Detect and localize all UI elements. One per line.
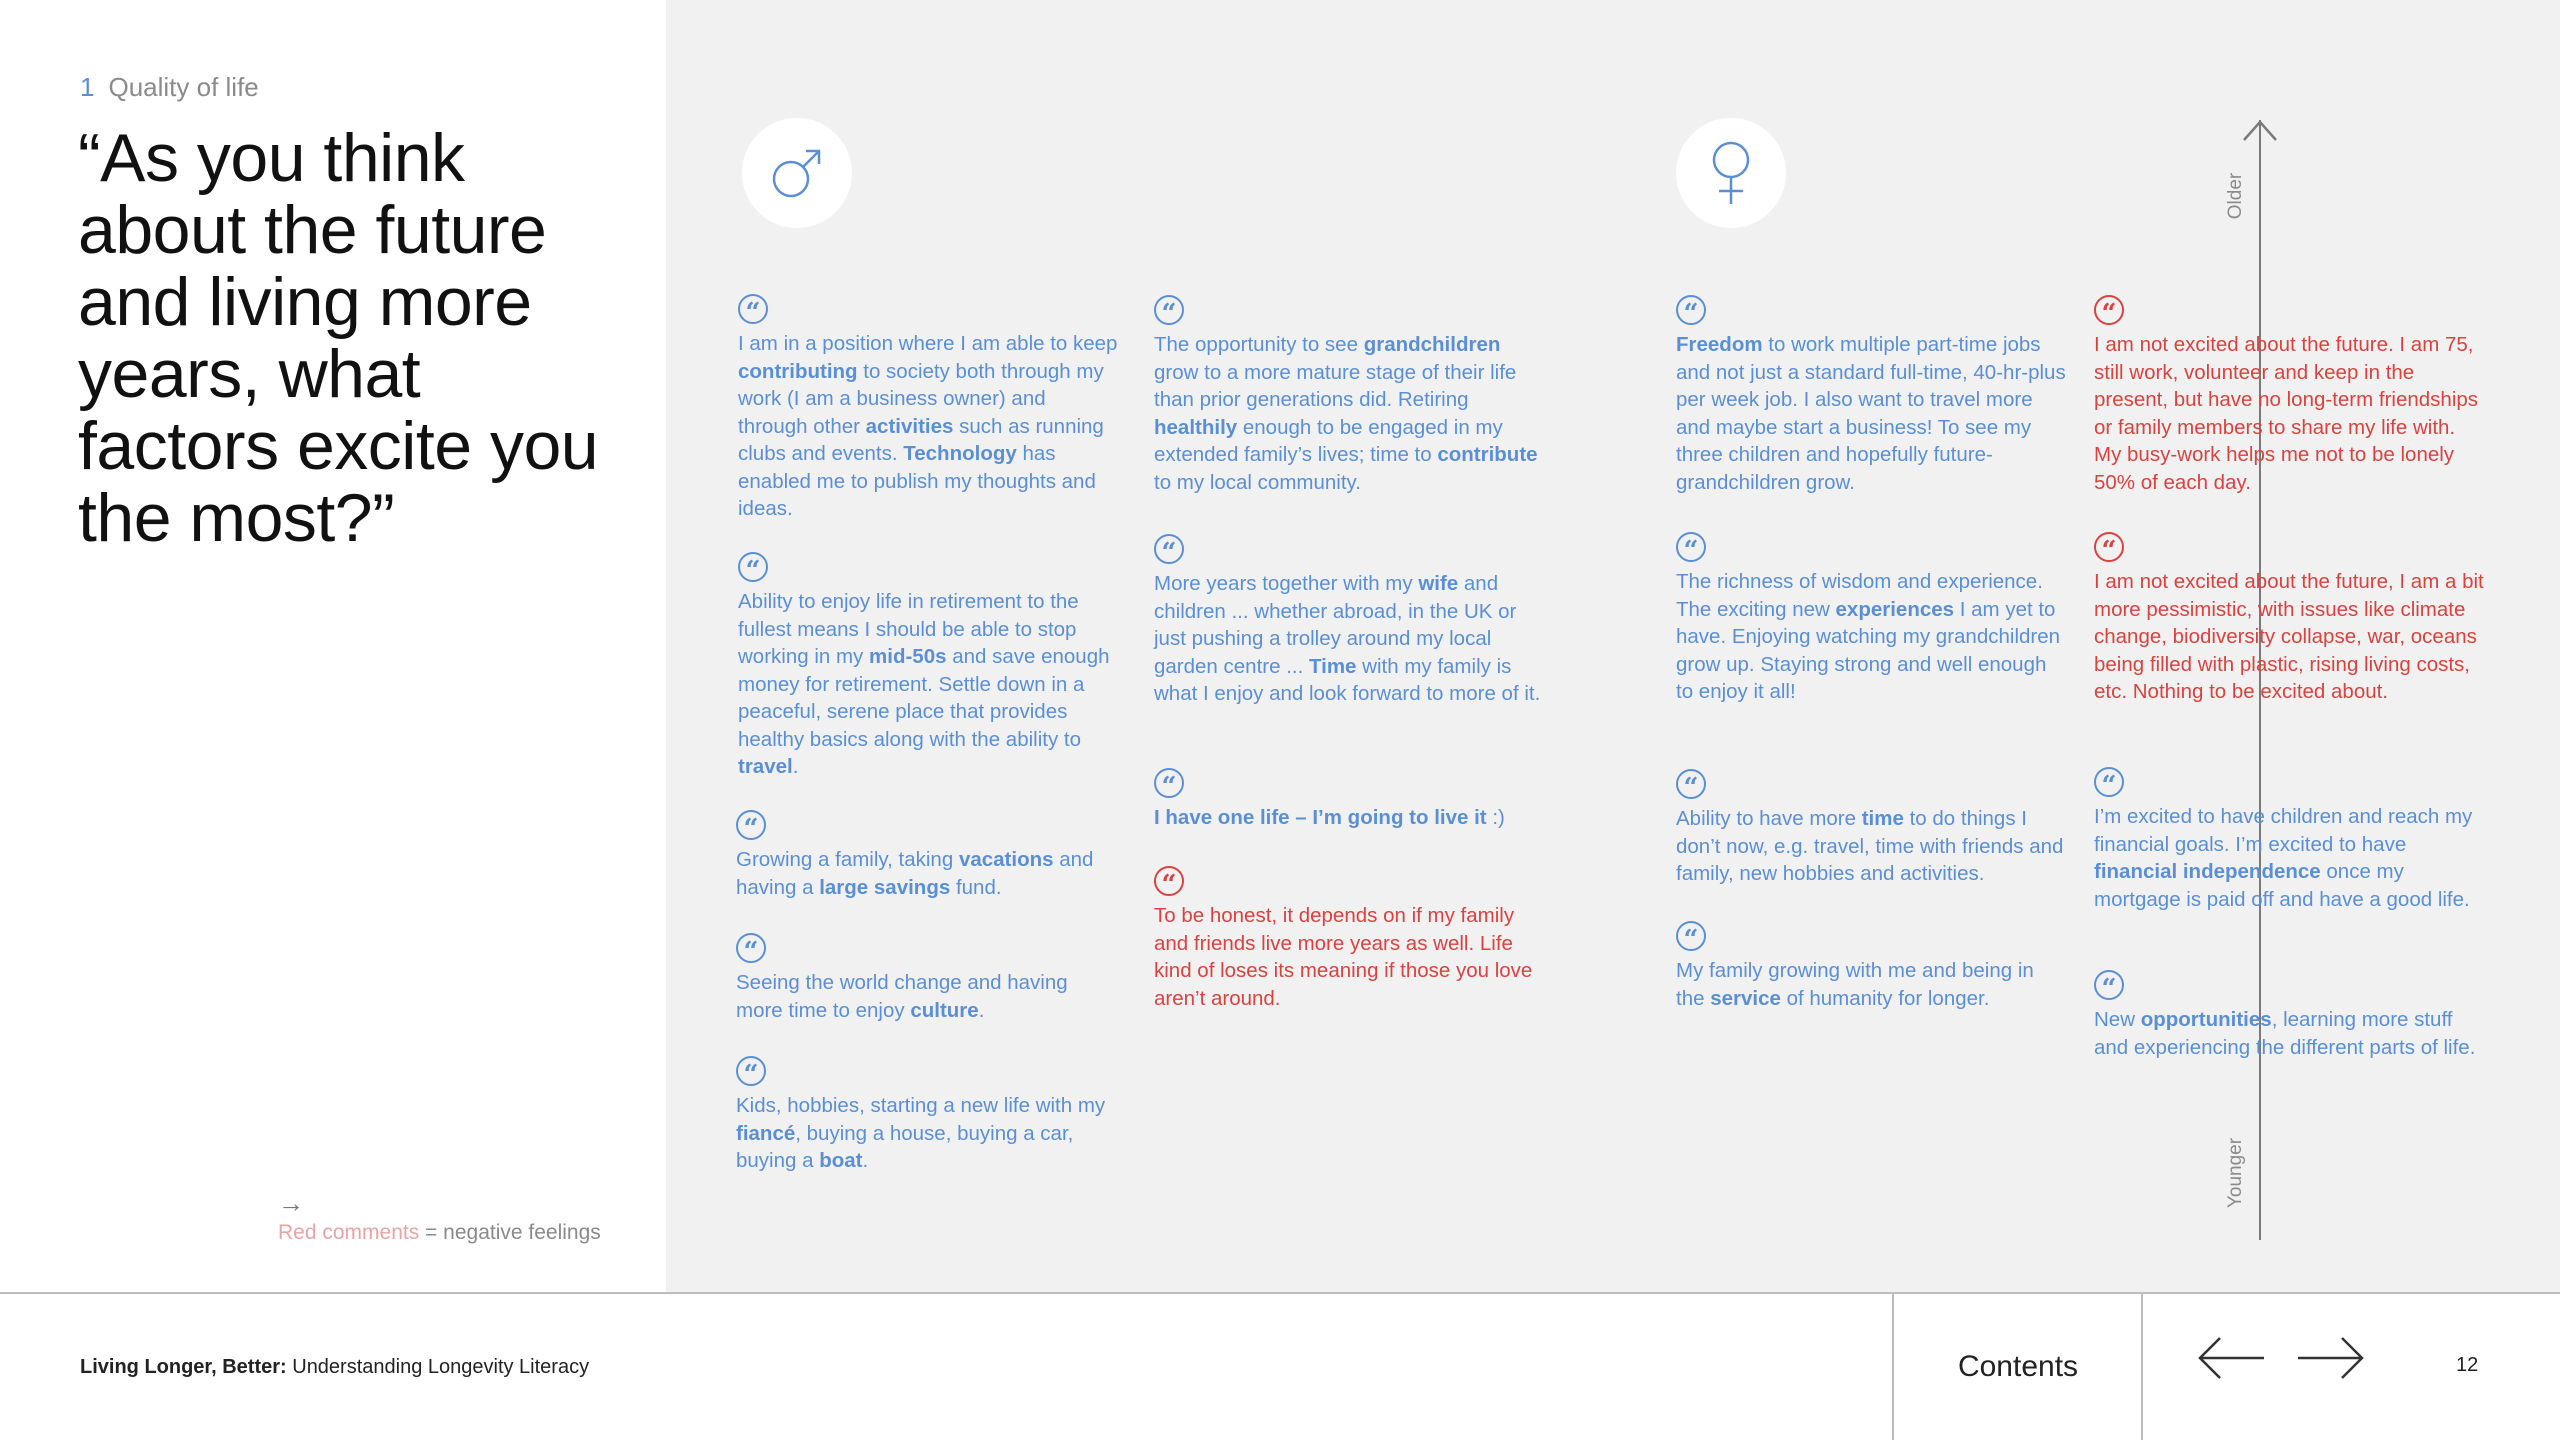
quote-icon: “ xyxy=(2094,970,2124,1000)
quote-text: The richness of wisdom and experience. The exciting new experiences I am yet to have. Enjoying watching my grandchildren grow up. Staying strong and well enough to enjoy it all! xyxy=(1676,570,2061,703)
quote-item xyxy=(1154,768,1544,832)
axis-label-older: Older xyxy=(2225,172,2246,220)
quote-icon: “ xyxy=(738,552,768,582)
female-icon xyxy=(1676,118,1786,228)
quote-icon: “ xyxy=(1676,769,1706,799)
quote-item xyxy=(1154,866,1544,1012)
quote-text: More years together with my wife and children ... whether abroad, in the UK or just pushing a trolley around my local garden centre ... Time with my family is what I enjoy and look forward to more of it. xyxy=(1154,572,1541,705)
male-icon xyxy=(742,118,852,228)
arrow-right-icon: → xyxy=(278,1188,304,1218)
previous-page-arrow-icon[interactable] xyxy=(2196,1334,2266,1382)
quote-text: Ability to enjoy life in retirement to the fullest means I should be able to stop working in my mid-50s and save enough money for retirement. Settle down in a peaceful, serene place that provides healthy basics along with the ability to travel. xyxy=(738,590,1110,778)
quote-text: I am not excited about the future. I am 75, still work, volunteer and keep in the present, but have no long-term friendships or family members to share my life with. My busy-work helps me not to be lonely 50% of each day. xyxy=(2094,333,2479,494)
page-headline: “As you think about the future and living more years, what factors excite you the most?” xyxy=(78,120,599,556)
quote-item xyxy=(738,552,1118,781)
quote-icon: “ xyxy=(2094,295,2124,325)
quote-item xyxy=(2094,295,2484,496)
page-number: 12 xyxy=(2456,1354,2479,1376)
quote-icon: “ xyxy=(2094,532,2124,562)
quote-text: Growing a family, taking vacations and having a large savings fund. xyxy=(736,848,1094,899)
quote-item xyxy=(1154,534,1544,708)
contents-link[interactable]: Contents xyxy=(1957,1350,2079,1383)
quote-icon: “ xyxy=(1676,921,1706,951)
quote-item xyxy=(1676,769,2066,888)
quote-text: Ability to have more time to do things I don’t now, e.g. travel, time with friends and family, new hobbies and activities. xyxy=(1676,807,2064,885)
quote-item xyxy=(1676,532,2066,706)
legend xyxy=(278,1188,601,1245)
document-title-bold: Living Longer, Better: xyxy=(80,1356,287,1378)
quote-item xyxy=(736,810,1116,901)
quote-icon: “ xyxy=(2094,767,2124,797)
quote-icon: “ xyxy=(1676,295,1706,325)
quote-item xyxy=(1676,921,2066,1012)
next-page-arrow-icon[interactable] xyxy=(2296,1334,2366,1382)
quote-text: I am not excited about the future, I am a bit more pessimistic, with issues like climate change, biodiversity collapse, war, oceans being filled with plastic, rising living costs, etc. Nothing to be excited about. xyxy=(2094,570,2484,703)
section-label xyxy=(80,72,259,103)
document-title-rest: Understanding Longevity Literacy xyxy=(286,1356,590,1378)
quote-text: Kids, hobbies, starting a new life with my fiancé, buying a house, buying a car, buying a boat. xyxy=(736,1094,1106,1172)
quote-item xyxy=(736,933,1116,1024)
quote-icon: “ xyxy=(738,294,768,324)
quote-icon: “ xyxy=(1154,866,1184,896)
quote-text: I have one life – I’m going to live it :) xyxy=(1154,806,1505,829)
quote-text: Seeing the world change and having more time to enjoy culture. xyxy=(736,971,1068,1022)
quote-icon: “ xyxy=(736,810,766,840)
quote-text: Freedom to work multiple part-time jobs and not just a standard full-time, 40-hr-plus per week job. I also want to travel more and maybe start a business! To see my three children and hopefully future-grandchildren grow. xyxy=(1676,333,2066,494)
axis-label-younger: Younger xyxy=(2225,1137,2246,1209)
quotes-panel xyxy=(666,0,2560,1292)
quote-text: The opportunity to see grandchildren grow to a more mature stage of their life than prior generations did. Retiring healthily enough to be engaged in my extended family’s lives; time to contribute to my local community. xyxy=(1154,333,1538,494)
quote-icon: “ xyxy=(1154,295,1184,325)
footer xyxy=(0,1292,2560,1440)
quote-item xyxy=(2094,767,2484,913)
arrow-up-icon xyxy=(2242,118,2278,142)
quote-item xyxy=(738,294,1118,523)
quote-icon: “ xyxy=(736,1056,766,1086)
quote-text: To be honest, it depends on if my family and friends live more years as well. Life kind of loses its meaning if those you love aren’t around. xyxy=(1154,904,1533,1010)
quote-text: I am in a position where I am able to keep contributing to society both through my work (I am a business owner) and through other activities such as running clubs and events. Technology has enabled me to publish my thoughts and ideas. xyxy=(738,332,1118,520)
quote-icon: “ xyxy=(736,933,766,963)
quote-text: My family growing with me and being in the service of humanity for longer. xyxy=(1676,959,2034,1010)
section-number: 1 xyxy=(80,72,95,102)
quote-item xyxy=(2094,532,2484,706)
quote-item xyxy=(736,1056,1116,1175)
legend-rest: = negative feelings xyxy=(419,1221,601,1244)
section-title: Quality of life xyxy=(108,72,259,102)
quote-icon: “ xyxy=(1676,532,1706,562)
quote-icon: “ xyxy=(1154,534,1184,564)
quote-item xyxy=(1676,295,2066,496)
document-title xyxy=(80,1356,589,1379)
quote-item xyxy=(1154,295,1544,496)
legend-text xyxy=(278,1221,601,1244)
quote-item xyxy=(2094,970,2484,1061)
quote-text: I’m excited to have children and reach my financial goals. I’m excited to have financial independence once my mortgage is paid off and have a good life. xyxy=(2094,805,2473,911)
quote-text: New opportunities, learning more stuff and experiencing the different parts of life. xyxy=(2094,1008,2476,1059)
legend-red-label: Red comments xyxy=(278,1221,420,1244)
footer-divider xyxy=(2141,1294,2143,1440)
quote-icon: “ xyxy=(1154,768,1184,798)
left-panel xyxy=(0,0,666,1292)
